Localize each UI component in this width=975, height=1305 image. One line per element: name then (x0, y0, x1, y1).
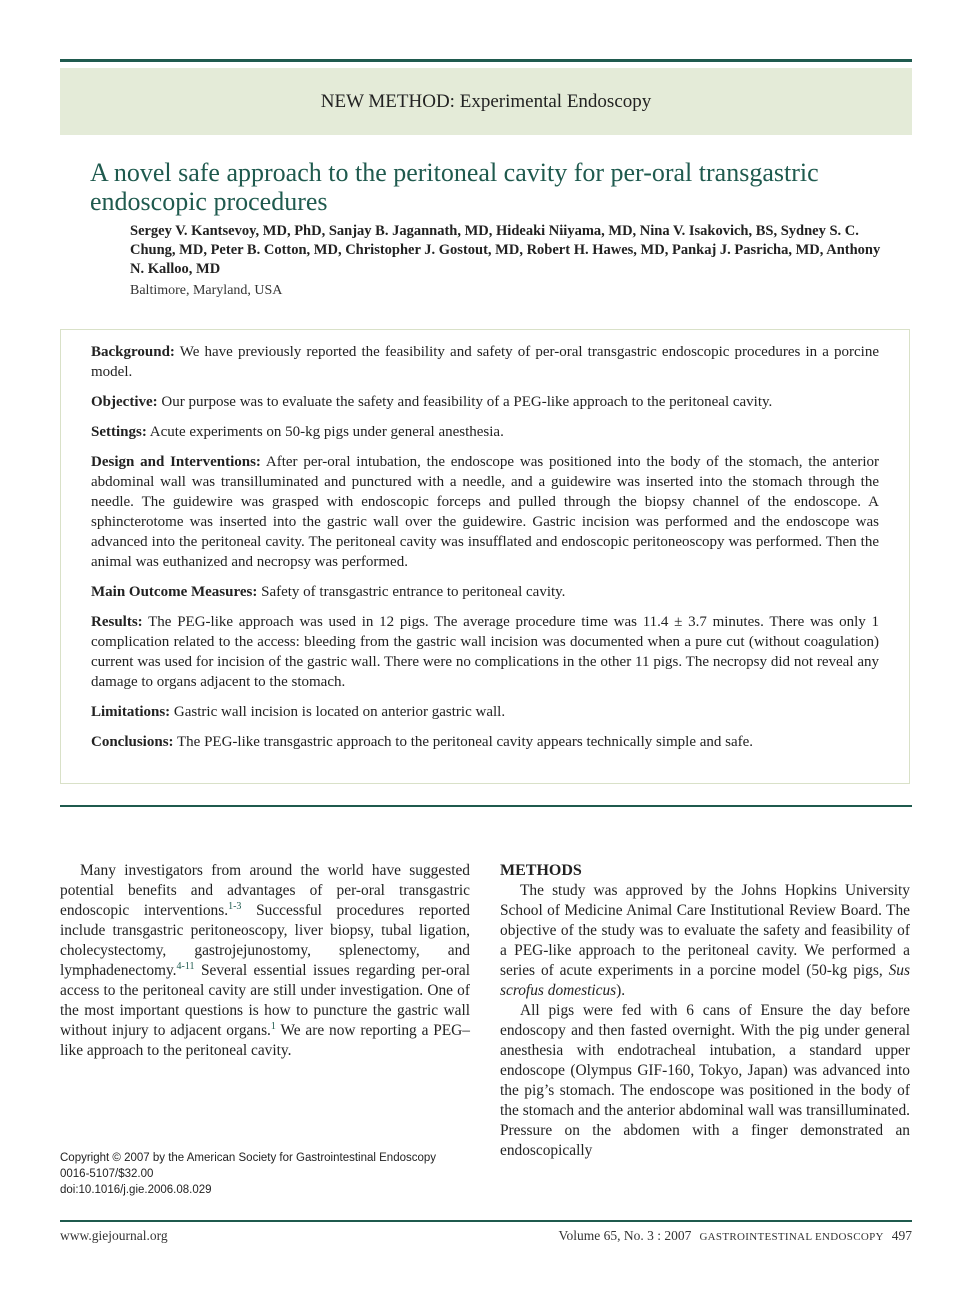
author-list: Sergey V. Kantsevoy, MD, PhD, Sanjay B. Jagannath, MD, Hideaki Niiyama, MD, Nina V. Isakovich, BS, Sydney S. C. Chung, MD, Peter B. Cotton, MD, Christopher J. Gostout, MD, Robert H. Hawes, MD, Pankaj J. Pasricha, MD, Anthony N. Kalloo, MD (130, 223, 881, 277)
section-label: NEW METHOD: Experimental Endoscopy (320, 90, 652, 112)
page-number: 497 (891, 1228, 912, 1243)
abstract-settings: Settings: Acute experiments on 50-kg pigs under general anesthesia. (91, 424, 504, 440)
abstract-background: Background: We have previously reported the feasibility and safety of per-oral transgastric endoscopic procedures in a porcine model. (91, 344, 879, 380)
abstract-conclusions: Conclusions: The PEG-like transgastric approach to the peritoneal cavity appears technically simple and safe. (91, 734, 754, 750)
abstract-box (60, 329, 910, 784)
methods-heading: METHODS (500, 862, 582, 879)
abstract-results: Results: The PEG-like approach was used in 12 pigs. The average procedure time was 11.4 ± 3.7 minutes. There was only 1 complication related to the access: bleeding from the gastric wall incision was documented when a pure cut (without coagulation) current was used for incision of the gastric wall. There were no complications in the other 11 pigs. The necropsy did not reveal any damage to organs adjacent to the stomach. (91, 614, 879, 690)
article-title: A novel safe approach to the peritoneal cavity for per-oral transgastric endoscopic procedures (90, 158, 819, 216)
section-divider (60, 805, 912, 807)
issn-line: 0016-5107/$32.00 (60, 1168, 154, 1180)
volume-info: Volume 65, No. 3 : 2007 (558, 1228, 692, 1243)
doi-link[interactable]: doi:10.1016/j.gie.2006.08.029 (60, 1184, 212, 1196)
citation-link[interactable]: 4-11 (176, 960, 195, 972)
citation-link[interactable]: 1 (270, 1020, 276, 1032)
section-banner (60, 68, 912, 135)
copyright-block (60, 1150, 480, 1198)
journal-website-link[interactable]: www.giejournal.org (60, 1228, 168, 1243)
journal-name: GASTROINTESTINAL ENDOSCOPY (699, 1231, 884, 1243)
abstract-limitations: Limitations: Gastric wall incision is located on anterior gastric wall. (91, 704, 506, 720)
footer-rule (60, 1220, 912, 1222)
methods-paragraph: The study was approved by the Johns Hopkins University School of Medicine Animal Care Institutional Review Board. The objective of the study was to evaluate the safety and feasibility of a PEG-like approach to the peritoneal cavity. We performed a series of acute experiments in a porcine model (50-kg pigs, Sus scrofus domesticus). (500, 882, 910, 999)
citation-link[interactable]: 1-3 (228, 900, 242, 912)
abstract-outcome: Main Outcome Measures: Safety of transgastric entrance to peritoneal cavity. (91, 584, 566, 600)
methods-column (500, 861, 910, 1161)
copyright-line: Copyright © 2007 by the American Society for Gastrointestinal Endoscopy (60, 1152, 437, 1164)
top-rule (60, 59, 912, 62)
methods-paragraph: All pigs were fed with 6 cans of Ensure the day before endoscopy and then fasted overnight. With the pig under general anesthesia with endotracheal intubation, a standard upper endoscope (Olympus GIF-160, Tokyo, Japan) was advanced into the pig’s stomach. The endoscope was positioned in the body of the stomach and the anterior abdominal wall was transilluminated. Pressure on the abdomen with a finger demonstrated an endoscopically (500, 1002, 910, 1159)
abstract-objective: Objective: Our purpose was to evaluate the safety and feasibility of a PEG-like approach to the peritoneal cavity. (91, 394, 773, 410)
intro-paragraph: Many investigators from around the world have suggested potential benefits and advantages of per-oral transgastric endoscopic interventions.$^{1-3}$ Successful procedures reported include transgastric peritoneoscopy, liver biopsy, tubal ligation, cholecystectomy, gastrojejunostomy, splenectomy, and lymphadenectomy.$^{4-11}$ Several essential issues regarding per-oral access to the peritoneal cavity are still under investigation. One of the most important questions is how to puncture the gastric wall without injury to adjacent organs.$^1$ We are now reporting a PEG–like approach to the peritoneal cavity. (60, 862, 470, 1059)
abstract-design: Design and Interventions: After per-oral intubation, the endoscope was positioned into the body of the stomach, the anterior abdominal wall was transilluminated and punctured with a needle, and a guidewire was inserted into the stomach through the needle. The guidewire was grasped with endoscopic forceps and pulled through the biopsy channel of the endoscope. A sphincterotome was inserted into the gastric wall over the guidewire. Gastric incision was performed and the endoscope was advanced into the peritoneal cavity. The peritoneal cavity was insufflated and endoscopic peritoneoscopy was performed. Then the animal was euthanized and necropsy was performed. (91, 454, 879, 570)
intro-column (60, 861, 470, 1061)
footer-citation (559, 1228, 912, 1244)
affiliation: Baltimore, Maryland, USA (130, 283, 283, 298)
